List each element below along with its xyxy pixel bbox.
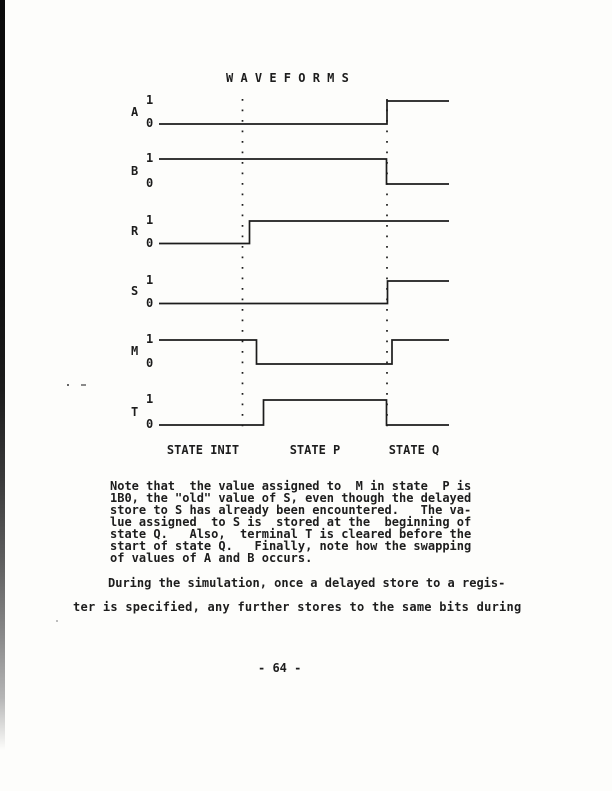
signal-M-low-tick: 0 <box>146 356 154 370</box>
note-paragraph <box>110 480 471 564</box>
signal-M-name: M <box>131 344 139 358</box>
signal-M-waveform <box>159 340 449 364</box>
scan-artifact-dash <box>81 384 86 386</box>
note-paragraph-line-7: of values of A and B occurs. <box>110 551 313 565</box>
signal-A-high-tick: 1 <box>146 93 154 107</box>
signal-B-name: B <box>131 163 139 178</box>
signal-R-name: R <box>131 224 139 239</box>
signal-B-waveform <box>159 159 449 184</box>
signal-R-waveform <box>159 221 449 244</box>
signal-S-waveform <box>159 281 449 304</box>
signal-T-name: T <box>131 404 139 419</box>
state-label-2: STATE P <box>289 443 341 457</box>
signal-T-waveform <box>159 400 449 425</box>
during-paragraph-line2: ter is specified, any further stores to the same bits during <box>73 600 522 614</box>
note-paragraph-line-6: start of state Q. Finally, note how the swapping <box>110 539 472 553</box>
note-paragraph-line-1: Note that the value assigned to M in state P is <box>110 479 472 493</box>
note-paragraph-line-4: lue assigned to S is stored at the beginning of <box>110 515 472 529</box>
signal-S-low-tick: 0 <box>146 295 154 310</box>
state-label-3: STATE Q <box>388 443 440 457</box>
note-paragraph-line-2: 1B0, the "old" value of S, even though the delayed <box>110 491 472 505</box>
signal-A-waveform <box>159 101 449 124</box>
signal-S-name: S <box>131 284 139 299</box>
signal-B-low-tick: 0 <box>146 176 154 190</box>
signal-T-high-tick: 1 <box>146 392 154 406</box>
signal-R-high-tick: 1 <box>146 213 154 227</box>
signal-T-low-tick: 0 <box>146 417 154 431</box>
diagram-title: W A V E F O R M S <box>226 71 349 85</box>
note-paragraph-line-3: store to S has already been encountered. The va- <box>110 503 472 517</box>
signal-A-name: A <box>131 104 139 119</box>
during-paragraph-line1: During the simulation, once a delayed store to a regis- <box>108 576 506 590</box>
note-paragraph-line-5: state Q. Also, terminal T is cleared before the <box>110 527 472 541</box>
signal-R-low-tick: 0 <box>146 235 154 250</box>
page-number: - 64 - <box>258 661 302 675</box>
state-label-1: STATE INIT <box>166 443 240 457</box>
signal-B-high-tick: 1 <box>146 151 154 165</box>
signal-M-high-tick: 1 <box>146 332 154 346</box>
signal-A-low-tick: 0 <box>146 116 154 130</box>
scan-artifact-dot-2 <box>56 620 58 622</box>
signal-S-high-tick: 1 <box>146 273 154 287</box>
scan-artifact-dot <box>67 384 69 386</box>
